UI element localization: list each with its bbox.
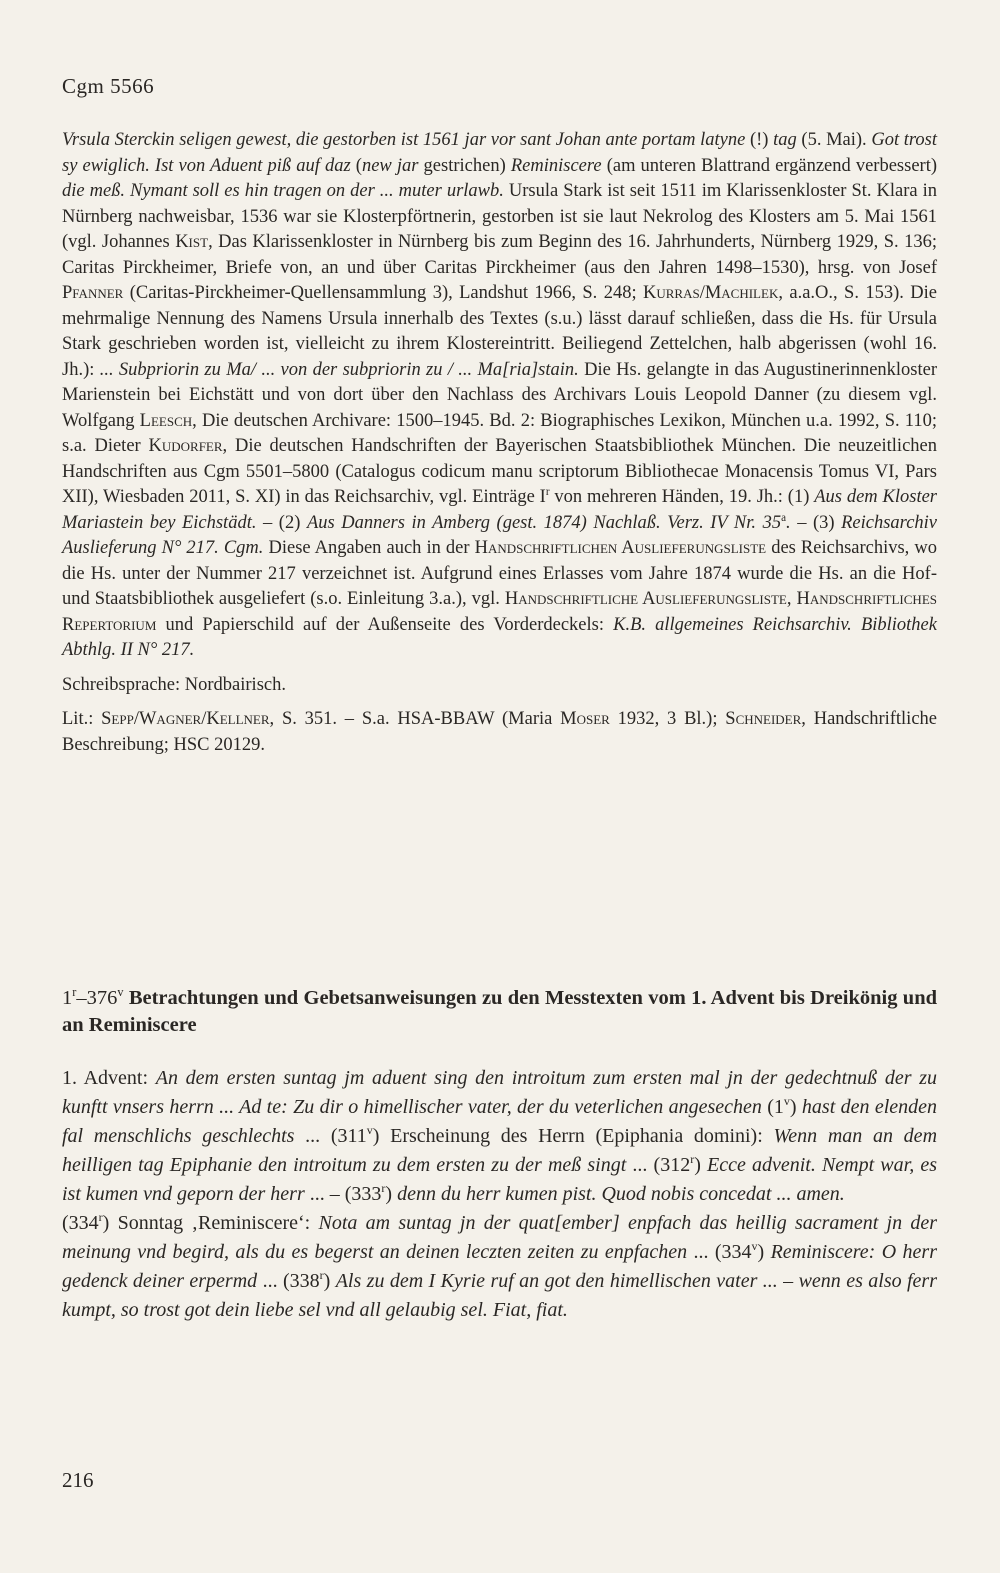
content-description: [62, 1064, 937, 1325]
literature-paragraph: Lit.: Sepp/Wagner/Kellner, S. 351. – S.a. HSA-BBAW (Maria Moser 1932, 3 Bl.); Schneider, Handschriftliche Beschreibung; HSC 20129.: [62, 709, 937, 755]
section-heading: 1$^r$–376$^v$ Betrachtungen und Gebetsanweisungen zu den Messtexten vom 1. Advent bis Dreikönig und an Reminiscere: [62, 985, 937, 1036]
running-header: Cgm 5566: [62, 74, 155, 98]
reminiscere-paragraph: (334$^r$) Sonntag ‚Reminiscere‘: Nota am suntag jn der quat[ember] enpfach das heillig sacrament jn der meinung vnd begird, als du es begerst an deinen leczten zeiten zu enpfachen ... (334$^v$) Reminiscere: O herr gedenck deiner erpermd ... (338$^r$) Als zu dem I Kyrie ruf an got den himellischen vater ... – wenn es also ferr kumpt, so trost got dein liebe sel vnd all gelaubig sel. Fiat, fiat.: [62, 1210, 937, 1321]
manuscript-description: [62, 128, 937, 758]
provenance-paragraph: Vrsula Sterckin seligen gewest, die gestorben ist 1561 jar vor sant Johan ante portam latyne (!) tag (5. Mai). Got trost sy ewiglich. Ist von Aduent piß auf daz (new jar gestrichen) Reminiscere (am unteren Blattrand ergänzend verbessert) die meß. Nymant soll es hin tragen on der ... muter urlawb. Ursula Stark ist seit 1511 im Klarissenkloster St. Klara in Nürnberg nachweisbar, 1536 war sie Klosterpförtnerin, gestorben ist sie laut Nekrolog des Klosters am 5. Mai 1561 (vgl. Johannes Kist, Das Klarissenkloster in Nürnberg bis zum Beginn des 16. Jahrhunderts, Nürnberg 1929, S. 136; Caritas Pirckheimer, Briefe von, an und über Caritas Pirckheimer (aus den Jahren 1498–1530), hrsg. von Josef Pfanner (Caritas-Pirckheimer-Quellensammlung 3), Landshut 1966, S. 248; Kurras/Machilek, a.a.O., S. 153). Die mehrmalige Nennung des Namens Ursula innerhalb des Textes (s.u.) lässt darauf schließen, dass die Hs. für Ursula Stark geschrieben worden ist, vielleicht zu ihrem Klostereintritt. Beiliegend Zettelchen, halb abgerissen (wohl 16. Jh.): ... Subpriorin zu Ma/ ... von der subpriorin zu / ... Ma[ria]stain. Die Hs. gelangte in das Augustinerinnenkloster Marienstein bei Eichstätt und von dort über den Nachlass des Archivars Louis Leopold Danner (zu diesem vgl. Wolfgang Leesch, Die deutschen Archivare: 1500–1945. Bd. 2: Biographisches Lexikon, München u.a. 1992, S. 110; s.a. Dieter Kudorfer, Die deutschen Handschriften der Bayerischen Staatsbibliothek München. Die neuzeitlichen Handschriften aus Cgm 5501–5800 (Catalogus codicum manu scriptorum Bibliothecae Monacensis Tomus VI, Pars XII), Wiesbaden 2011, S. XI) in das Reichsarchiv, vgl. Einträge $I^r$ von mehreren Händen, 19. Jh.: (1) Aus dem Kloster Mariastein bey Eichstädt. – (2) Aus Danners in Amberg (gest. 1874) Nachlaß. Verz. IV Nr. 35$^a$. – (3) Reichsarchiv Auslieferung N° 217. Cgm. Diese Angaben auch in der Handschriftlichen Auslieferungsliste des Reichsarchivs, wo die Hs. unter der Nummer 217 verzeichnet ist. Aufgrund eines Erlasses vom Jahre 1874 wurde die Hs. an die Hof- und Staatsbibliothek ausgeliefert (s.o. Einleitung 3.a.), vgl. Handschriftliche Auslieferungsliste, Handschriftliches Repertorium und Papierschild auf der Außenseite des Vorderdeckels: K.B. allgemeines Reichsarchiv. Bibliothek Abthlg. II N° 217.: [62, 130, 938, 660]
dialect-paragraph: Schreibsprache: Nordbairisch.: [62, 674, 286, 695]
advent-paragraph: 1. Advent: An dem ersten suntag jm aduent sing den introitum zum ersten mal jn der gedechtnuß der zu kunftt vnsers herrn ... Ad te: Zu dir o himellischer vater, der du veterlichen angesechen (1$^v$) hast den elenden fal menschlichs geschlechts ... (311$^v$) Erscheinung des Herrn (Epiphania domini): Wenn man an dem heilligen tag Epiphanie den introitum zu dem ersten zu der meß singt ... (312$^r$) Ecce advenit. Nempt war, es ist kumen vnd geporn der herr ... – (333$^r$) denn du herr kumen pist. Quod nobis concedat ... amen.: [62, 1067, 938, 1205]
page-number: 216: [62, 1468, 94, 1492]
